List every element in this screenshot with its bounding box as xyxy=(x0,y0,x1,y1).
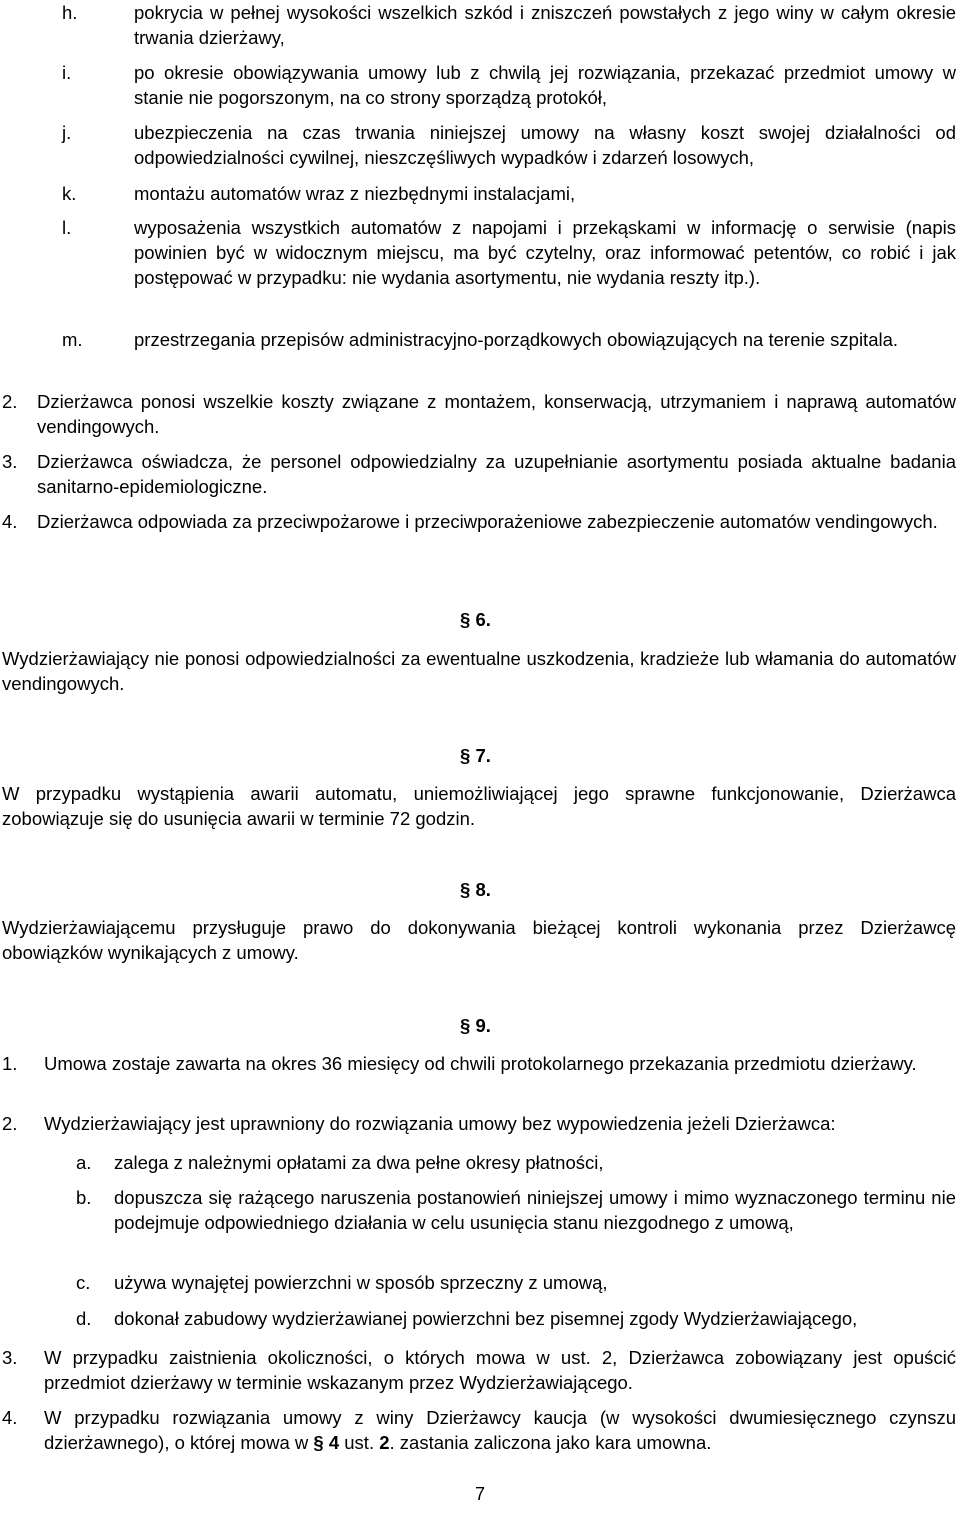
section-number: 6. xyxy=(475,609,491,630)
numbered-item xyxy=(2,449,956,499)
list-item xyxy=(62,0,956,50)
number-label: 2. xyxy=(2,391,18,412)
list-label: m. xyxy=(62,329,83,350)
sub-list-item xyxy=(76,1270,956,1295)
text-part: ust. xyxy=(339,1432,380,1453)
number-label: 4. xyxy=(2,1407,18,1428)
sub-label: b. xyxy=(76,1187,92,1208)
section-number: 7. xyxy=(475,745,491,766)
list-item xyxy=(62,327,956,352)
list-label: k. xyxy=(62,183,77,204)
list-text: ubezpieczenia na czas trwania niniejszej umowy na własny koszt swojej działalności od odpowiedzialności cywilnej, nieszczęśliwych wypadków i zdarzeń losowych, xyxy=(134,122,956,168)
numbered-item xyxy=(2,1051,956,1076)
list-item xyxy=(62,120,956,170)
numbered-text: Dzierżawca odpowiada za przeciwpożarowe i przeciwporażeniowe zabezpieczenie automatów vendingowych. xyxy=(37,511,938,532)
section-symbol: § xyxy=(460,745,471,766)
section-paragraph: W przypadku wystąpienia awarii automatu, uniemożliwiającej jego sprawne funkcjonowanie, Dzierżawca zobowiązuje się do usunięcia awarii w terminie 72 godzin. xyxy=(2,783,956,829)
list-item xyxy=(62,215,956,290)
paragraph-reference: 2 xyxy=(379,1432,390,1453)
section-paragraph: Wydzierżawiającemu przysługuje prawo do dokonywania bieżącej kontroli wykonania przez Dzierżawcę obowiązków wynikających z umowy. xyxy=(2,917,956,963)
number-label: 3. xyxy=(2,1347,18,1368)
number-label: 3. xyxy=(2,451,18,472)
sub-text: dokonał zabudowy wydzierżawianej powierzchni bez pisemnej zgody Wydzierżawiającego, xyxy=(114,1308,858,1329)
list-label: l. xyxy=(62,217,72,238)
text-part: W przypadku rozwiązania umowy z winy Dzierżawcy kaucja (w wysokości dwumiesięcznego czynszu dzierżawnego), o której mowa w xyxy=(44,1407,956,1453)
section-number: 8. xyxy=(475,879,491,900)
number-label: 4. xyxy=(2,511,18,532)
section-heading xyxy=(460,1015,491,1037)
sub-list-item xyxy=(76,1185,956,1235)
list-item xyxy=(62,60,956,110)
section-symbol: § xyxy=(313,1432,324,1453)
list-text: wyposażenia wszystkich automatów z napojami i przekąskami w informację o serwisie (napis powinien być w widocznym miejscu, ma być czytelny, oraz informować petentów, co robić i jak postępować w przypadku: nie wydania asortymentu, nie wydania reszty itp.). xyxy=(134,217,956,288)
section-heading xyxy=(460,879,491,901)
text-part: . zastania zaliczona jako kara umowna. xyxy=(389,1432,712,1453)
section-heading xyxy=(460,745,491,767)
section-heading xyxy=(460,609,491,631)
numbered-text: Wydzierżawiający jest uprawniony do rozwiązania umowy bez wypowiedzenia jeżeli Dzierżawca: xyxy=(44,1113,836,1134)
numbered-text: Umowa zostaje zawarta na okres 36 miesięcy od chwili protokolarnego przekazania przedmiotu dzierżawy. xyxy=(44,1053,917,1074)
sub-label: d. xyxy=(76,1308,92,1329)
sub-label: c. xyxy=(76,1272,91,1293)
sub-text: używa wynajętej powierzchni w sposób sprzeczny z umową, xyxy=(114,1272,608,1293)
list-label: i. xyxy=(62,62,72,83)
number-label: 2. xyxy=(2,1113,18,1134)
sub-label: a. xyxy=(76,1152,92,1173)
sub-text: zalega z należnymi opłatami za dwa pełne okresy płatności, xyxy=(114,1152,604,1173)
list-item xyxy=(62,181,956,206)
section-symbol: § xyxy=(460,1015,471,1036)
sub-list-item xyxy=(76,1150,956,1175)
list-label: j. xyxy=(62,122,72,143)
list-text: po okresie obowiązywania umowy lub z chwilą jej rozwiązania, przekazać przedmiot umowy w stanie nie pogorszonym, na co strony sporządzą protokół, xyxy=(134,62,956,108)
numbered-text xyxy=(44,1405,956,1455)
list-text: pokrycia w pełnej wysokości wszelkich szkód i zniszczeń powstałych z jego winy w całym okresie trwania dzierżawy, xyxy=(134,2,956,48)
section-symbol: § xyxy=(460,879,471,900)
section-number: 9. xyxy=(475,1015,491,1036)
list-text: przestrzegania przepisów administracyjno-porządkowych obowiązujących na terenie szpitala. xyxy=(134,329,899,350)
list-label: h. xyxy=(62,2,78,23)
numbered-item xyxy=(2,1111,956,1136)
numbered-item xyxy=(2,1405,956,1455)
numbered-item xyxy=(2,1345,956,1395)
number-label: 1. xyxy=(2,1053,18,1074)
numbered-item xyxy=(2,509,956,534)
numbered-item xyxy=(2,389,956,439)
numbered-text: W przypadku zaistnienia okoliczności, o których mowa w ust. 2, Dzierżawca zobowiązany jest opuścić przedmiot dzierżawy w terminie wskazanym przez Wydzierżawiającego. xyxy=(44,1347,956,1393)
list-text: montażu automatów wraz z niezbędnymi instalacjami, xyxy=(134,183,576,204)
numbered-text: Dzierżawca oświadcza, że personel odpowiedzialny za uzupełnianie asortymentu posiada aktualne badania sanitarno-epidemiologiczne. xyxy=(37,451,956,497)
sub-text: dopuszcza się rażącego naruszenia postanowień niniejszej umowy i mimo wyznaczonego terminu nie podejmuje odpowiedniego działania w celu usunięcia stanu niezgodnego z umową, xyxy=(114,1187,956,1233)
section-paragraph: Wydzierżawiający nie ponosi odpowiedzialności za ewentualne uszkodzenia, kradzieże lub włamania do automatów vendingowych. xyxy=(2,648,956,694)
section-reference: 4 xyxy=(328,1432,340,1453)
numbered-text: Dzierżawca ponosi wszelkie koszty związane z montażem, konserwacją, utrzymaniem i naprawą automatów vendingowych. xyxy=(37,391,956,437)
section-symbol: § xyxy=(460,609,471,630)
page-number: 7 xyxy=(474,1484,485,1504)
sub-list-item xyxy=(76,1306,956,1331)
